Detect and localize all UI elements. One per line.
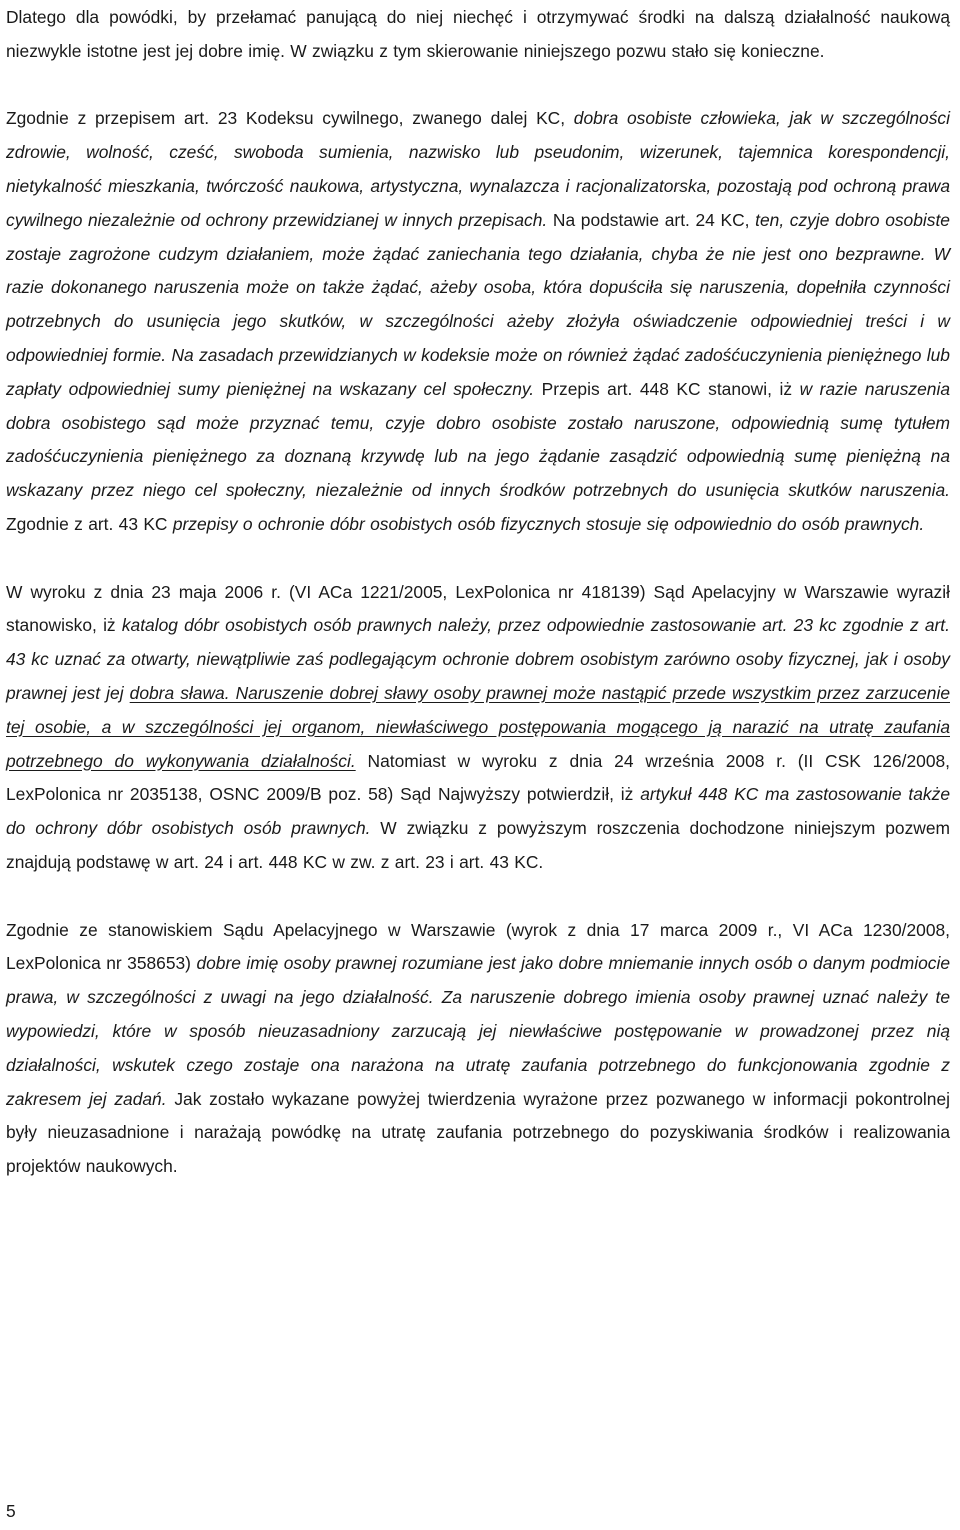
paragraph-spacer [6,880,950,914]
italic-quote: w razie naruszenia dobra osobistego sąd może przyznać temu, czyje dobro osobiste zostało naruszone, odpowiednią sumę tytułem zadośćuczynienia pieniężnego za doznaną krzywdę lub na jego żądanie zasądzić odpowiednią sumę pieniężną na wskazany przez niego cel społeczny, niezależnie od innych środków potrzebnych do usunięcia skutków naruszenia. [6,378,950,501]
paragraph-2 [6,102,950,541]
italic-quote: Na zasadach przewidzianych w kodeksie może on również żądać zadośćuczynienia pieniężnego lub zapłaty odpowiedniej sumy pieniężnej na wskazany cel społeczny. [6,344,950,399]
text-span: Zgodnie ze stanowiskiem Sądu Apelacyjnego w Warszawie (wyrok z dnia 17 marca 2009 r., VI ACa 1230/2008, LexPolonica nr 358653) [6,919,950,974]
italic-quote: ten, czyje dobro osobiste zostaje zagrożone cudzym działaniem, może żądać zaniechania tego działania, chyba że nie jest ono bezprawne. [6,209,950,264]
paragraph-1 [6,0,950,69]
italic-quote: dobre imię osoby prawnej rozumiane jest jako dobre mniemanie innych osób o danym podmiocie prawa, w szczególności z uwagi na jego działalność. Za naruszenie dobrego imienia osoby prawnej uznać należy te wypowiedzi, które w sposób nieuzasadniony zarzucają jej niewłaściwe postępowanie w prowadzonej przez nią działalności, wskutek czego zostaje ona narażona na utratę zaufania potrzebnego do funkcjonowania zgodnie z zakresem jej zadań. [6,953,950,1109]
italic-quote: katalog dóbr osobistych osób prawnych należy, przez odpowiednie zastosowanie art. 23 kc zgodnie z art. 43 kc uznać za otwarty, niewątpliwie zaś podlegającym ochronie dobrem osobistym zarówno osoby fizycznej, jak i osoby prawnej jest jej [6,615,950,703]
paragraph-spacer [6,542,950,576]
italic-quote: dobra osobiste człowieka, jak w szczególności zdrowie, wolność, cześć, swoboda sumienia, nazwisko lub pseudonim, wizerunek, tajemnica korespondencji, nietykalność mieszkania, twórczość naukowa, artystyczna, wynalazcza i racjonalizatorska, pozostają pod ochroną prawa cywilnego niezależnie od ochrony przewidzianej w innych przepisach. [6,108,950,230]
text-span: Jak zostało wykazane powyżej twierdzenia wyrażone przez pozwanego w informacji pokontrolnej były nieuzasadnione i narażają powódkę na utratę zaufania potrzebnego do pozyskiwania środków i realizowania projektów naukowych. [6,1088,950,1177]
text-span: Natomiast w wyroku z dnia 24 września 2008 r. (II CSK 126/2008, LexPolonica nr 2035138, OSNC 2009/B poz. 58) Sąd Najwyższy potwierdził, iż [6,750,950,805]
page-number: 5 [6,1501,16,1521]
italic-quote: artykuł 448 KC ma zastosowanie także do ochrony dóbr osobistych osób prawnych. [6,784,950,839]
document-page [6,0,950,1184]
text-span: Przepis art. 448 KC stanowi, iż [534,378,800,399]
italic-quote: W razie dokonanego naruszenia może on także żądać, ażeby osoba, która dopuściła się naruszenia, dopełniła czynności potrzebnych do usunięcia jego skutków, w szczególności ażeby złożyła oświadczenie odpowiedniej treści i w odpowiedniej formie. [6,243,950,365]
text-span: Zgodnie z przepisem art. 23 Kodeksu cywilnego, zwanego dalej KC, [6,108,574,129]
paragraph-3 [6,576,950,880]
text-span: Zgodnie z art. 43 KC [6,513,173,534]
text-span: W wyroku z dnia 23 maja 2006 r. (VI ACa 1221/2005, LexPolonica nr 418139) Sąd Apelacyjny w Warszawie wyraził stanowisko, iż [6,581,950,636]
italic-quote: przepisy o ochronie dóbr osobistych osób fizycznych stosuje się odpowiednio do osób prawnych. [172,513,925,534]
paragraph-spacer [6,69,950,103]
text-span: Na podstawie art. 24 KC, [547,209,756,230]
paragraph-4 [6,914,950,1184]
paragraph-1-text: Dlatego dla powódki, by przełamać panującą do niej niechęć i otrzymywać środki na dalszą działalność naukową niezwykle istotne jest jej dobre imię. W związku z tym skierowanie niniejszego pozwu stało się konieczne. [6,7,950,61]
underlined-italic-quote: dobra sława. Naruszenie dobrej sławy osoby prawnej może nastąpić przede wszystkim przez zarzucenie tej osobie, a w szczególności jej organom, niewłaściwego postępowania mogącego ją narazić na utratę zaufania potrzebnego do wykonywania działalności. [6,682,950,771]
text-span: W związku z powyższym roszczenia dochodzone niniejszym pozwem znajdują podstawę w art. 24 i art. 448 KC w zw. z art. 23 i art. 43 KC. [6,818,950,872]
